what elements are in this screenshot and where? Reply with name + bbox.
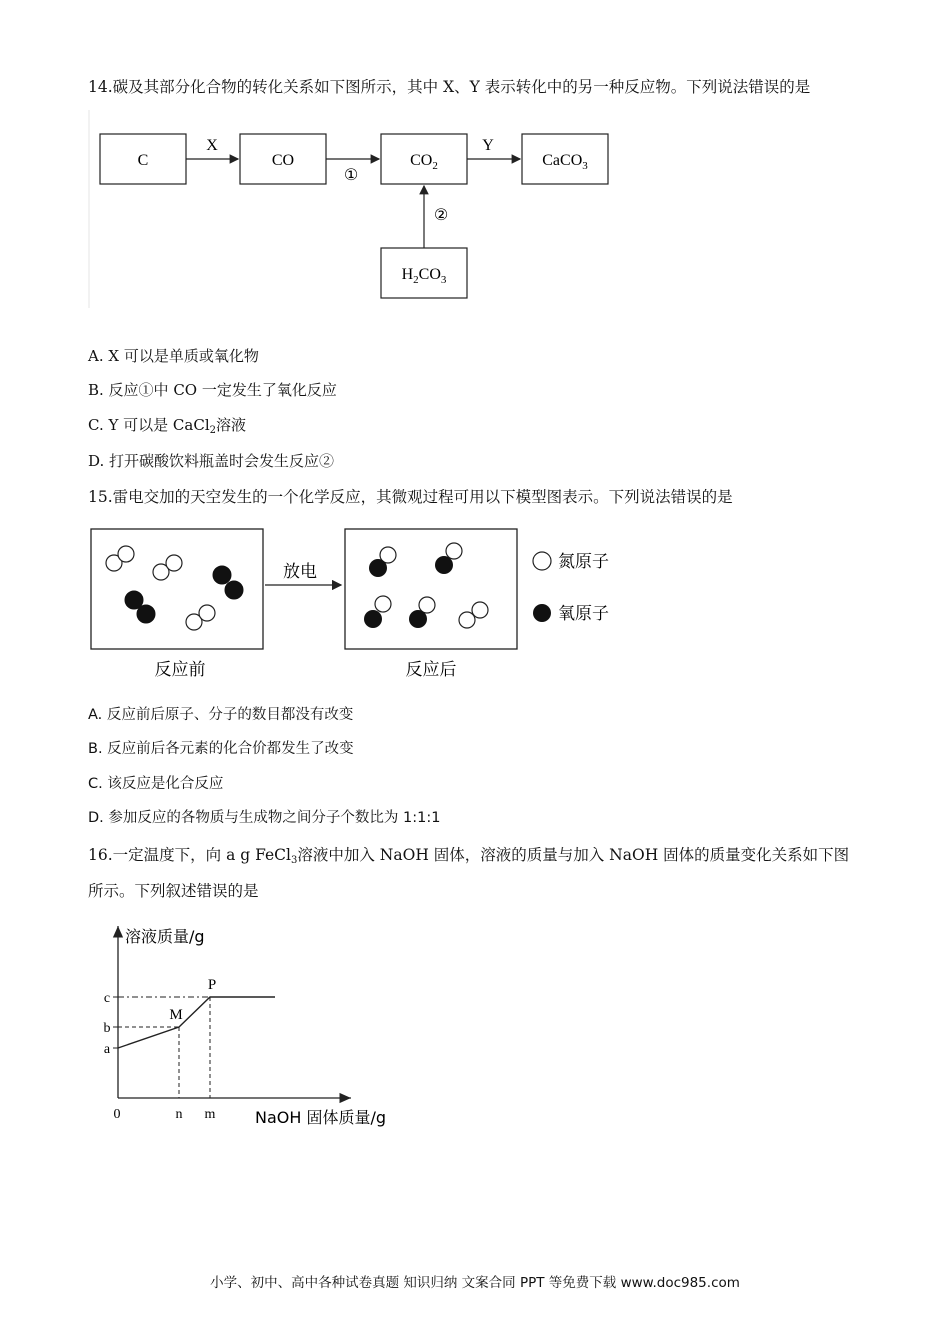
legend-nitrogen-label: 氮原子 <box>558 552 609 572</box>
box-co <box>240 134 326 184</box>
discharge-label: 放电 <box>283 562 317 582</box>
q14-option-c: C. Y 可以是 CaCl$_2$溶液 <box>88 416 247 436</box>
x-tick-label: m <box>204 1107 216 1122</box>
y-tick-label: a <box>103 1042 111 1057</box>
x-axis-label: NaOH 固体质量/g <box>255 1108 387 1127</box>
question-16-stem-line1: 16.一定温度下，向 a g FeCl$_3$溶液中加入 NaOH 固体，溶液的质量与加入 NaOH 固体的质量变化关系如下图 <box>88 846 850 866</box>
q15-option-b: B. 反应前后各元素的化合价都发生了改变 <box>88 741 354 757</box>
solution-mass-chart <box>95 920 405 1130</box>
after-box <box>345 529 517 649</box>
question-16-stem-line2: 所示。下列叙述错误的是 <box>88 882 259 900</box>
q14-option-b: B. 反应①中 CO 一定发生了氧化反应 <box>88 381 337 399</box>
label-x: X <box>206 137 218 154</box>
caption-before: 反应前 <box>154 660 206 680</box>
point-label-M: M <box>169 1007 183 1023</box>
lightning-reaction-model-diagram <box>88 524 628 684</box>
box-caco3 <box>522 134 608 184</box>
caption-after: 反应后 <box>405 660 457 680</box>
q15-option-a: A. 反应前后原子、分子的数目都没有改变 <box>88 707 354 723</box>
q15-option-c: C. 该反应是化合反应 <box>88 776 224 792</box>
mass-curve <box>118 997 275 1048</box>
label-2: ② <box>433 205 449 224</box>
point-label-P: P <box>207 977 217 993</box>
question-15-stem: 15.雷电交加的天空发生的一个化学反应，其微观过程可用以下模型图表示。下列说法错误的是 <box>88 488 733 506</box>
box-co2 <box>381 134 467 184</box>
legend-oxygen-label: 氧原子 <box>558 604 609 624</box>
svg-text:CO2: $CO_2$ <box>410 152 438 172</box>
legend-oxygen-atom <box>533 604 551 622</box>
legend-nitrogen-atom <box>533 552 551 570</box>
origin-label: 0 <box>113 1107 121 1122</box>
q15-option-d: D. 参加反应的各物质与生成物之间分子个数比为 1:1:1 <box>88 810 441 826</box>
y-tick-label: c <box>103 991 111 1006</box>
box-c <box>100 134 186 184</box>
box-h2co3 <box>381 248 467 298</box>
question-14-stem: 14.碳及其部分化合物的转化关系如下图所示，其中 X、Y 表示转化中的另一种反应物。下列说法错误的是 <box>88 78 811 96</box>
label-1: ① <box>343 165 359 184</box>
page-footer: 小学、初中、高中各种试卷真题 知识归纳 文案合同 PPT 等免费下载 www.doc985.com <box>210 1275 740 1291</box>
y-tick-label: b <box>103 1021 111 1036</box>
svg-text:C: C <box>137 152 149 169</box>
carbon-conversion-diagram <box>88 110 628 310</box>
q14-option-d: D. 打开碳酸饮料瓶盖时会发生反应② <box>88 452 335 470</box>
label-y: Y <box>482 137 494 154</box>
q14-option-a: A. X 可以是单质或氧化物 <box>88 347 259 365</box>
svg-text:CaCO3: CaCO$_3$ <box>542 152 588 172</box>
x-tick-label: n <box>175 1107 183 1122</box>
svg-text:CO: CO <box>271 152 295 169</box>
y-axis-label: 溶液质量/g <box>125 927 205 946</box>
svg-text:H2CO3: $H_2CO_3$ <box>401 266 447 286</box>
